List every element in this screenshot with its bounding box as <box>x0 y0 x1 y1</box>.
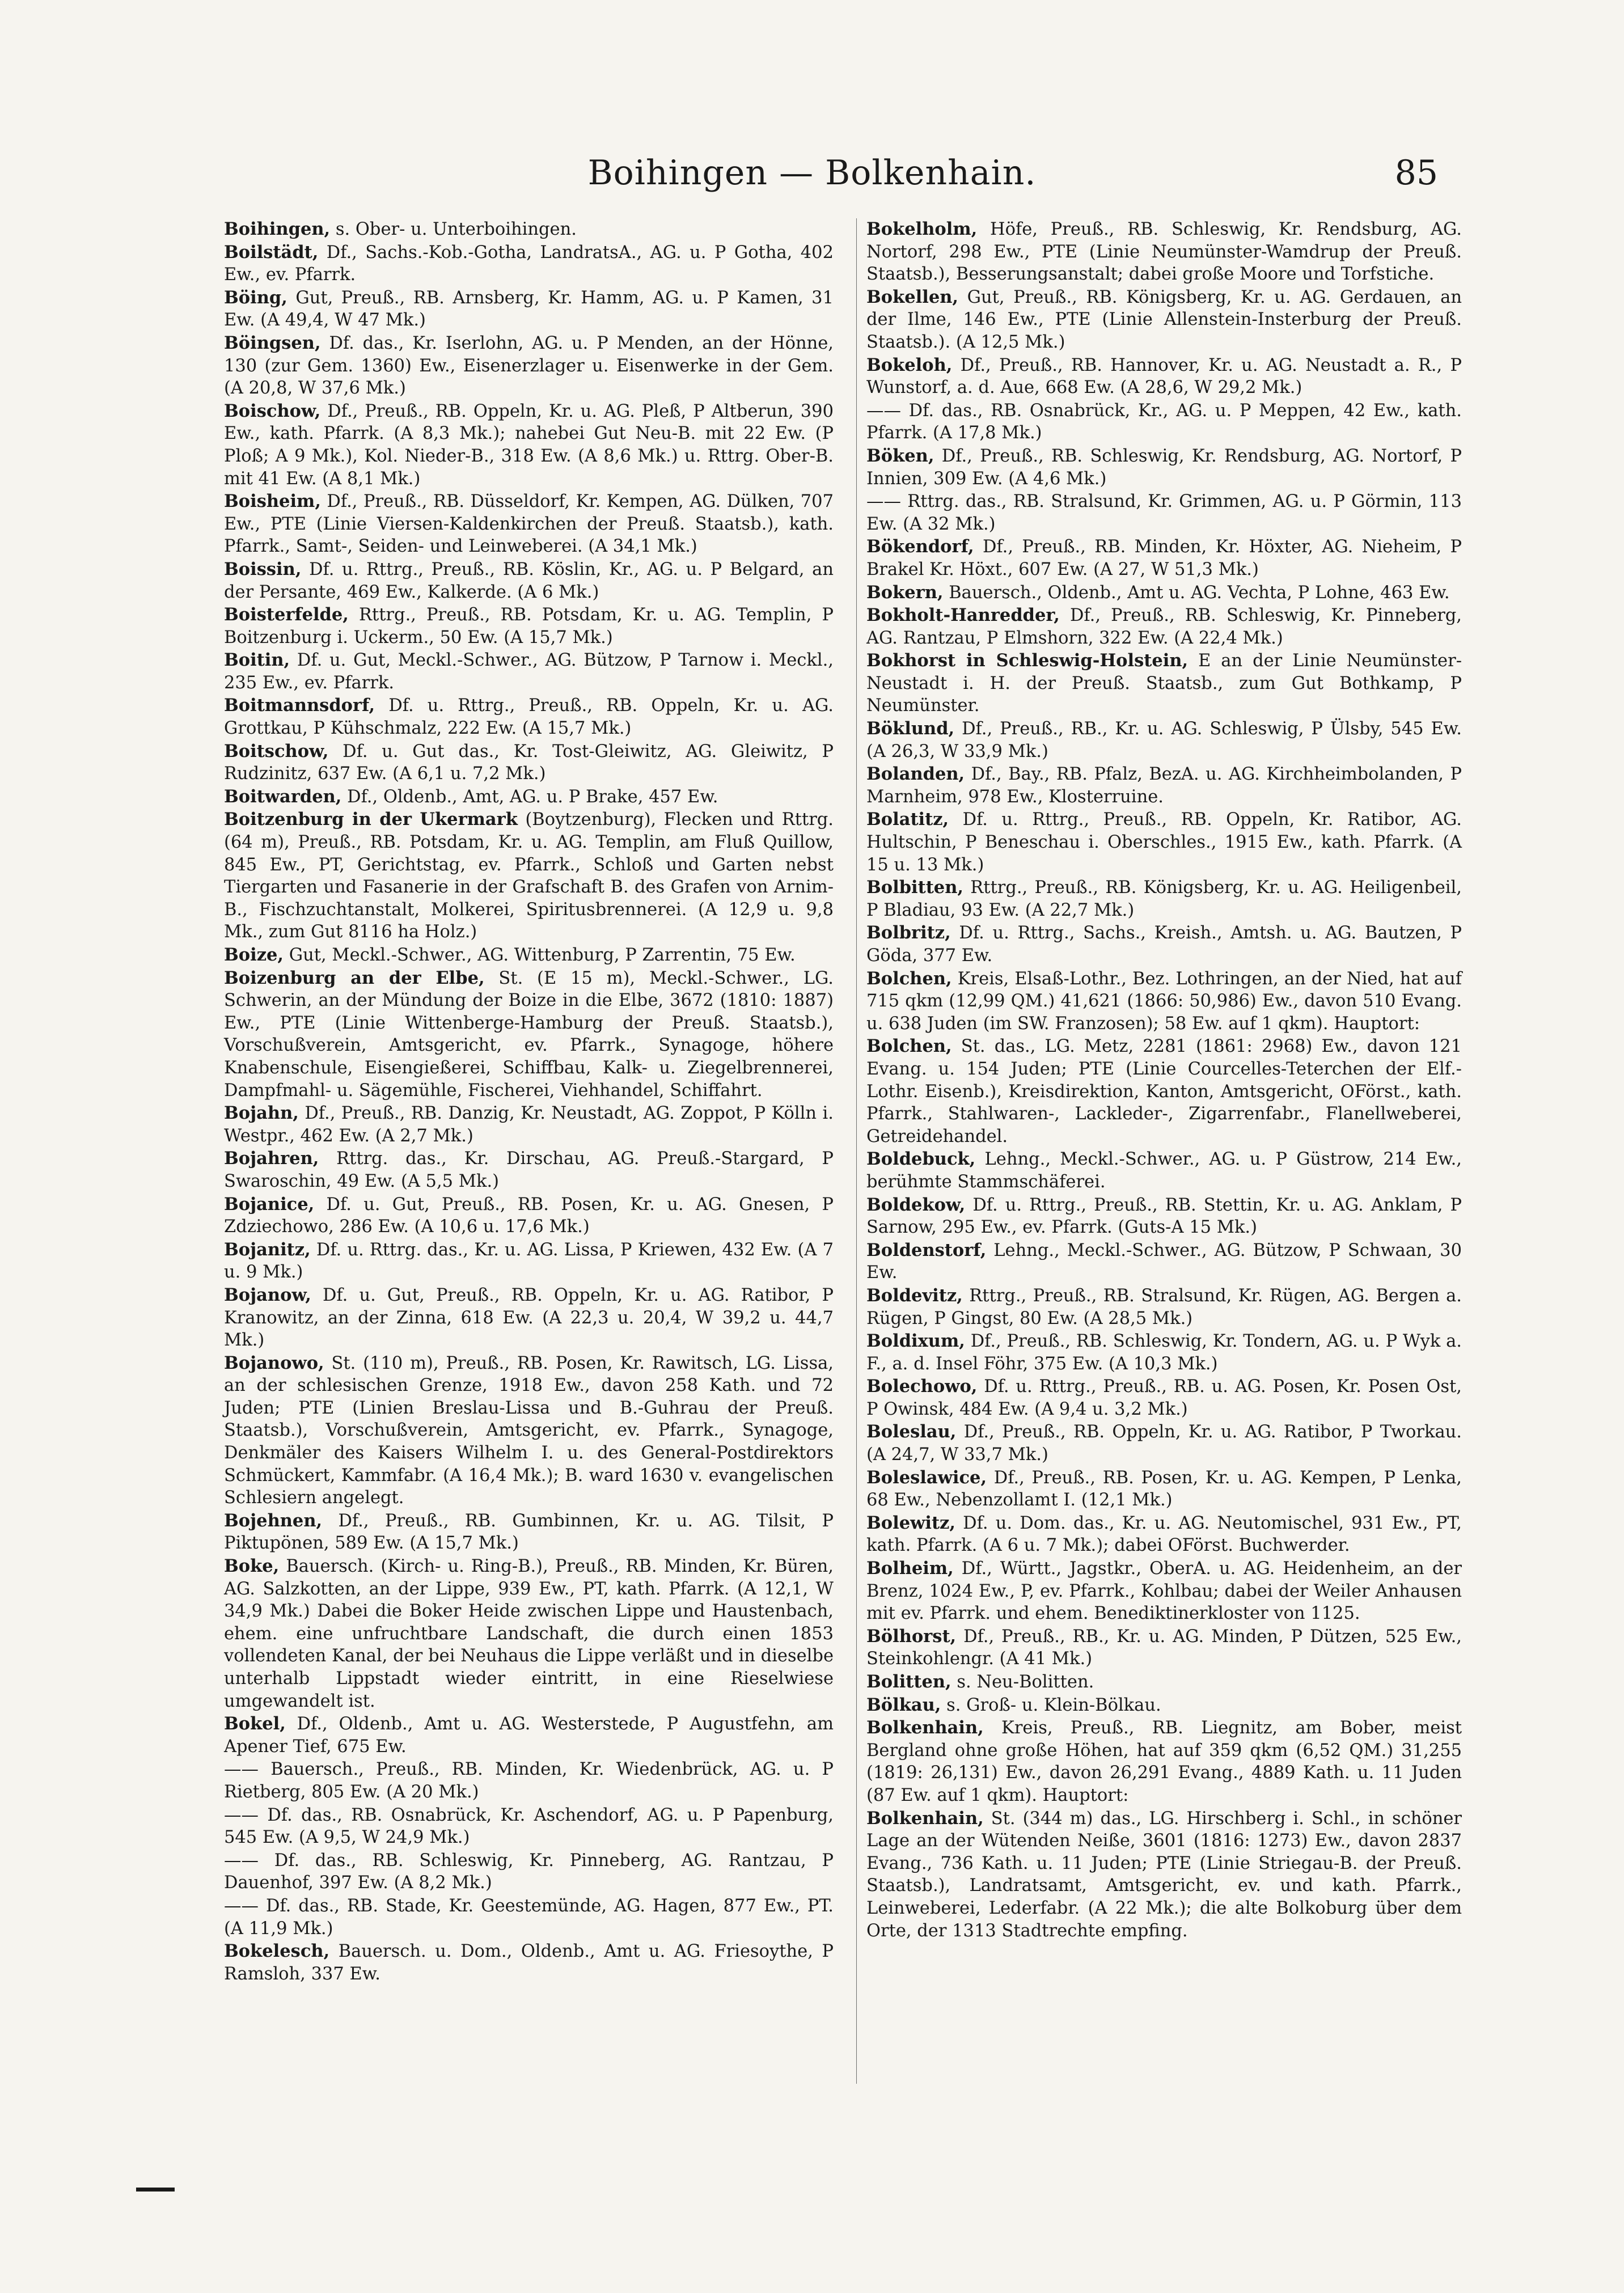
entry-text: (Boytzenburg), Flecken und Rttrg. (64 m), Preuß., RB. Potsdam, Kr. u. AG. Templin, am Fluß Quillow, 845 Ew., PT, Gerichtstag, ev. Pfarrk., Schloß und Garten nebst Tiergarten und Fasanerie in der Grafschaft B. des Grafen von Arnim-B., Fischzuchtanstalt, Molkerei, Spiritusbrennerei. (A 12,9 u. 9,8 Mk., zum Gut 8116 ha Holz.) <box>224 810 834 942</box>
entry-text: Df., Preuß., RB. Oppeln, Kr. u. AG. Pleß, P Altberun, 390 Ew., kath. Pfarrk. (A 8,3 Mk.); nahebei Gut Neu-B. mit 22 Ew. (P Ploß; A 9 Mk.), Kol. Nieder-B., 318 Ew. (A 8,6 Mk.) u. Rttrg. Ober-B. mit 41 Ew. (A 8,1 Mk.) <box>224 401 834 489</box>
dictionary-entry <box>224 604 834 649</box>
entry-headword: Bokhorst in Schleswig-Holstein, <box>866 650 1189 671</box>
entry-headword: Boisterfelde, <box>224 604 349 625</box>
dictionary-entry <box>866 490 1462 535</box>
entry-text: s. Ober- u. Unterboihingen. <box>330 219 577 239</box>
entry-text: Df., Preuß., RB. Minden, Kr. Höxter, AG. Nieheim, P Brakel Kr. Höxt., 607 Ew. (A 27, W 51,3 Mk.) <box>866 537 1462 579</box>
entry-headword: Bojanowo, <box>224 1352 324 1373</box>
dictionary-entry <box>224 332 834 400</box>
entry-text: Df. u. Rttrg., Preuß., RB. Oppeln, Kr. Ratibor, AG. Hultschin, P Beneschau i. Oberschles., 1915 Ew., kath. Pfarrk. (A 15 u. 13 Mk.) <box>866 810 1462 875</box>
entry-text: —— Df. das., RB. Osnabrück, Kr. Aschendorf, AG. u. P Papenburg, 545 Ew. (A 9,5, W 24,9 Mk.) <box>224 1805 834 1848</box>
entry-text: Df. u. Gut, Meckl.-Schwer., AG. Bützow, P Tarnow i. Meckl., 235 Ew., ev. Pfarrk. <box>224 650 834 693</box>
entry-headword: Bolatitz, <box>866 809 949 830</box>
entry-headword: Bojanice, <box>224 1194 315 1215</box>
page-header <box>0 153 1624 198</box>
entry-headword: Boisheim, <box>224 491 321 512</box>
entry-text: Bauersch., Oldenb., Amt u. AG. Vechta, P Lohne, 463 Ew. <box>943 582 1450 603</box>
dictionary-entry <box>866 354 1462 399</box>
dictionary-entry <box>866 1467 1462 1512</box>
dictionary-entry <box>224 287 834 332</box>
entry-headword: Bojehnen, <box>224 1510 323 1531</box>
dictionary-entry <box>866 1694 1462 1717</box>
entry-headword: Bolitten, <box>866 1672 951 1692</box>
entry-text: Df., Preuß., RB. Posen, Kr. u. AG. Kempen, P Lenka, 68 Ew., Nebenzollamt I. (12,1 Mk.) <box>866 1467 1462 1511</box>
running-title: Boihingen — Bolkenhain. <box>587 153 1037 193</box>
entry-headword: Boldenstorf, <box>866 1239 987 1260</box>
dictionary-entry <box>224 741 834 785</box>
dictionary-entry <box>866 1239 1462 1284</box>
entry-headword: Bokel, <box>224 1714 286 1734</box>
entry-headword: Boize, <box>224 945 284 965</box>
dictionary-entry <box>224 1239 834 1284</box>
entry-headword: Bojanitz, <box>224 1239 311 1260</box>
entry-headword: Boke, <box>224 1556 280 1577</box>
entry-headword: Boilstädt, <box>224 242 319 263</box>
entry-headword: Bokellen, <box>866 286 959 307</box>
entry-headword: Bölkau, <box>866 1694 941 1715</box>
entry-headword: Boleslau, <box>866 1422 957 1442</box>
dictionary-entry <box>224 967 834 1102</box>
dictionary-entry <box>866 445 1462 490</box>
entry-headword: Bolchen, <box>866 1036 952 1057</box>
entry-text: Rttrg. das., Kr. Dirschau, AG. Preuß.-Stargard, P Swaroschin, 49 Ew. (A 5,5 Mk.) <box>224 1149 834 1191</box>
dictionary-entry <box>866 1717 1462 1807</box>
entry-text: Rttrg., Preuß., RB. Stralsund, Kr. Rügen, AG. Bergen a. Rügen, P Gingst, 80 Ew. (A 28,5 Mk.) <box>866 1285 1462 1329</box>
entry-text: Df., Oldenb., Amt u. AG. Westerstede, P Augustfehn, am Apener Tief, 675 Ew. <box>224 1714 834 1757</box>
entry-text: Df., Preuß., RB. Oppeln, Kr. u. AG. Ratibor, P Tworkau. (A 24,7, W 33,7 Mk.) <box>866 1422 1462 1465</box>
dictionary-entry <box>866 809 1462 876</box>
dictionary-entry <box>224 1284 834 1352</box>
dictionary-entry <box>224 695 834 739</box>
entry-text: St. (110 m), Preuß., RB. Posen, Kr. Rawitsch, LG. Lissa, an der schlesischen Grenze, 1918 Ew., davon 258 Kath. und 72 Juden; PTE (Linien Breslau-Lissa und B.-Guhrau der Preuß. Staatsb.), Vorschußverein, Amtsgericht, ev. Pfarrk., Synagoge, Denkmäler des Kaisers Wilhelm I. u. des General-Postdirektors Schmückert, Kammfabr. (A 16,4 Mk.); B. ward 1630 v. evangelischen Schlesiern angelegt. <box>224 1353 834 1508</box>
dictionary-entry <box>866 1330 1462 1375</box>
entry-text: St. (E 15 m), Meckl.-Schwer., LG. Schwerin, an der Mündung der Boize in die Elbe, 3672 (1810: 1887) Ew., PTE (Linie Wittenberge-Hamburg der Preuß. Staatsb.), Vorschußverein, Amtsgericht, ev. Pfarrk., Synagoge, höhere Knabenschule, Eisengießerei, Schiffbau, Kalk- u. Ziegelbrennerei, Dampfmahl- u. Sägemühle, Fischerei, Viehhandel, Schiffahrt. <box>224 968 834 1101</box>
dictionary-entry <box>224 1102 834 1147</box>
entry-text: Rttrg., Preuß., RB. Königsberg, Kr. u. AG. Heiligenbeil, P Bladiau, 93 Ew. (A 22,7 Mk.) <box>866 878 1462 920</box>
entry-text: Df., Preuß., RB. Gumbinnen, Kr. u. AG. Tilsit, P Piktupönen, 589 Ew. (A 15,7 Mk.) <box>224 1511 834 1554</box>
entry-text: Df., Sachs.-Kob.-Gotha, LandratsA., AG. u. P Gotha, 402 Ew., ev. Pfarrk. <box>224 242 834 285</box>
dictionary-entry <box>224 1510 834 1555</box>
dictionary-entry <box>866 218 1462 286</box>
dictionary-entry <box>224 1758 834 1803</box>
entry-headword: Boissin, <box>224 559 302 579</box>
entry-headword: Böklund, <box>866 718 955 739</box>
entry-headword: Bokelholm, <box>866 219 978 239</box>
entry-text: Rttrg., Preuß., RB. Potsdam, Kr. u. AG. Templin, P Boitzenburg i. Uckerm., 50 Ew. (A 15,7 Mk.) <box>224 605 834 648</box>
entry-headword: Boitschow, <box>224 741 329 761</box>
left-column <box>224 218 834 1986</box>
entry-headword: Bokholt-Hanredder, <box>866 605 1060 626</box>
dictionary-entry <box>866 1194 1462 1239</box>
entry-headword: Boitwarden, <box>224 786 342 807</box>
entry-text: Kreis, Preuß., RB. Liegnitz, am Bober, meist Bergland ohne große Höhen, hat auf 359 qkm (6,52 QM.) 31,255 (1819: 26,131) Ew., davon 26,291 Evang., 4889 Kath. u. 11 Juden (87 Ew. auf 1 qkm). Hauptort: <box>866 1718 1462 1805</box>
right-column <box>866 218 1462 1943</box>
entry-headword: Bojahren, <box>224 1148 319 1169</box>
entry-headword: Boizenburg an der Elbe, <box>224 967 485 988</box>
entry-text: Df. u. Rttrg., Preuß., RB. Köslin, Kr., AG. u. P Belgard, an der Persante, 469 Ew., Kalkerde. (A 6 Mk.) <box>224 559 834 602</box>
dictionary-entry <box>866 536 1462 581</box>
entry-headword: Bojahn, <box>224 1103 299 1124</box>
entry-headword: Boldevitz, <box>866 1285 963 1306</box>
dictionary-entry <box>866 582 1462 604</box>
dictionary-entry <box>224 1713 834 1758</box>
entry-text: Bauersch. (Kirch- u. Ring-B.), Preuß., RB. Minden, Kr. Büren, AG. Salzkotten, an der Lippe, 939 Ew., PT, kath. Pfarrk. (A 12,1, W 34,9 Mk.) Dabei die Boker Heide zwischen Lippe und Haustenbach, ehem. eine unfruchtbare Landschaft, die durch einen 1853 vollendeten Kanal, der bei Neuhaus die Lippe verläßt und in dieselbe unterhalb Lippstadt wieder eintritt, in eine Rieselwiese umgewandelt ist. <box>224 1556 834 1711</box>
margin-mark <box>136 2188 175 2192</box>
entry-text: s. Neu-Bolitten. <box>951 1672 1094 1692</box>
dictionary-entry <box>224 490 834 558</box>
entry-text: Lehng., Meckl.-Schwer., AG. Bützow, P Schwaan, 30 Ew. <box>866 1240 1462 1283</box>
entry-text: —— Df. das., RB. Schleswig, Kr. Pinneberg, AG. Rantzau, P Dauenhof, 397 Ew. (A 8,2 Mk.) <box>224 1850 834 1893</box>
entry-headword: Boleslawice, <box>866 1467 987 1488</box>
entry-text: Bauersch. u. Dom., Oldenb., Amt u. AG. Friesoythe, P Ramsloh, 337 Ew. <box>224 1941 834 1984</box>
entry-text: Df., Württ., Jagstkr., OberA. u. AG. Heidenheim, an der Brenz, 1024 Ew., P, ev. Pfarrk., Kohlbau; dabei der Weiler Anhausen mit ev. Pfarrk. und ehem. Benediktinerkloster von 1125. <box>866 1559 1462 1624</box>
entry-text: Df. u. Gut, Preuß., RB. Oppeln, Kr. u. AG. Ratibor, P Kranowitz, an der Zinna, 618 Ew. (A 22,3 u. 20,4, W 39,2 u. 44,7 Mk.) <box>224 1285 834 1351</box>
entry-text: Df., Oldenb., Amt, AG. u. P Brake, 457 Ew. <box>341 786 718 807</box>
entry-text: Gut, Meckl.-Schwer., AG. Wittenburg, P Zarrentin, 75 Ew. <box>284 945 796 965</box>
dictionary-entry <box>866 286 1462 354</box>
entry-text: St. (344 m) das., LG. Hirschberg i. Schl., in schöner Lage an der Wütenden Neiße, 3601 (1816: 1273) Ew., davon 2837 Evang., 736 Kath. u. 11 Juden; PTE (Linie Striegau-B. der Preuß. Staatsb.), Landratsamt, Amtsgericht, ev. und kath. Pfarrk., Leinweberei, Lederfabr. (A 22 Mk.); die alte Bolkoburg über dem Orte, der 1313 Stadtrechte empfing. <box>866 1808 1462 1941</box>
entry-headword: Bölhorst, <box>866 1626 957 1647</box>
dictionary-entry <box>866 1671 1462 1694</box>
entry-text: —— Df. das., RB. Stade, Kr. Geestemünde, AG. Hagen, 877 Ew., PT. (A 11,9 Mk.) <box>224 1896 834 1939</box>
dictionary-entry <box>866 1558 1462 1625</box>
entry-headword: Bolechowo, <box>866 1376 978 1397</box>
entry-headword: Bokern, <box>866 582 944 603</box>
entry-text: —— Df. das., RB. Osnabrück, Kr., AG. u. P Meppen, 42 Ew., kath. Pfarrk. (A 17,8 Mk.) <box>866 400 1462 443</box>
entry-text: Df. u. Gut das., Kr. Tost-Gleiwitz, AG. Gleiwitz, P Rudzinitz, 637 Ew. (A 6,1 u. 7,2 Mk.) <box>224 741 834 784</box>
entry-text: Df., Preuß., RB., Kr. u. AG. Minden, P Dützen, 525 Ew., Steinkohlengr. (A 41 Mk.) <box>866 1626 1462 1669</box>
dictionary-entry <box>224 400 834 490</box>
entry-text: —— Rttrg. das., RB. Stralsund, Kr. Grimmen, AG. u. P Görmin, 113 Ew. (A 32 Mk.) <box>866 492 1462 534</box>
entry-text: Df. u. Dom. das., Kr. u. AG. Neutomischel, 931 Ew., PT, kath. Pfarrk. (A 6 u. 7 Mk.); dabei OFörst. Buchwerder. <box>866 1513 1462 1556</box>
entry-headword: Bojanow, <box>224 1284 311 1305</box>
entry-text: Df. u. Rttrg., Preuß., RB. u. AG. Posen, Kr. Posen Ost, P Owinsk, 484 Ew. (A 9,4 u. 3,2 Mk.) <box>866 1377 1462 1419</box>
page-number: 85 <box>1394 153 1438 193</box>
entry-headword: Boldixum, <box>866 1331 965 1352</box>
dictionary-entry <box>866 1035 1462 1148</box>
dictionary-entry <box>866 1285 1462 1330</box>
entry-text: Gut, Preuß., RB. Arnsberg, Kr. Hamm, AG. u. P Kamen, 31 Ew. (A 49,4, W 47 Mk.) <box>224 287 834 331</box>
dictionary-entry <box>866 718 1462 763</box>
entry-headword: Böken, <box>866 445 934 466</box>
dictionary-entry <box>866 1148 1462 1193</box>
entry-headword: Bökendorf, <box>866 536 974 557</box>
entry-headword: Boihingen, <box>224 219 331 239</box>
entry-text: Df. u. Gut, Preuß., RB. Posen, Kr. u. AG. Gnesen, P Zdziechowo, 286 Ew. (A 10,6 u. 17,6 Mk.) <box>224 1194 834 1237</box>
dictionary-entry <box>866 604 1462 649</box>
dictionary-entry <box>866 1808 1462 1943</box>
entry-headword: Bolkenhain, <box>866 1717 984 1738</box>
entry-headword: Bolbitten, <box>866 877 963 898</box>
dictionary-entry <box>224 786 834 809</box>
entry-text: E an der Linie Neumünster-Neustadt i. H. der Preuß. Staatsb., zum Gut Bothkamp, P Neumünster. <box>866 651 1462 716</box>
dictionary-entry <box>866 1626 1462 1670</box>
entry-headword: Bolheim, <box>866 1558 954 1579</box>
entry-text: Df. u. Rttrg., Preuß., RB. Oppeln, Kr. u. AG. Grottkau, P Kühschmalz, 222 Ew. (A 15,7 Mk.) <box>224 696 834 739</box>
entry-headword: Bolbritz, <box>866 923 951 944</box>
entry-headword: Boitmannsdorf, <box>224 695 375 716</box>
column-divider <box>856 218 857 2084</box>
entry-headword: Boitin, <box>224 650 290 671</box>
dictionary-entry <box>224 1148 834 1192</box>
dictionary-entry <box>866 968 1462 1035</box>
entry-headword: Boldekow, <box>866 1194 966 1215</box>
entry-text: Df., Preuß., RB. Hannover, Kr. u. AG. Neustadt a. R., P Wunstorf, a. d. Aue, 668 Ew. (A 28,6, W 29,2 Mk.) <box>866 355 1462 398</box>
dictionary-entry <box>224 944 834 967</box>
entry-headword: Bolanden, <box>866 764 965 785</box>
entry-text: Df. u. Rttrg. das., Kr. u. AG. Lissa, P Kriewen, 432 Ew. (A 7 u. 9 Mk.) <box>224 1239 834 1283</box>
dictionary-entry <box>224 809 834 944</box>
dictionary-entry <box>866 922 1462 967</box>
dictionary-entry <box>224 1850 834 1894</box>
entry-text: Höfe, Preuß., RB. Schleswig, Kr. Rendsburg, AG. Nortorf, 298 Ew., PTE (Linie Neumünster-Wamdrup der Preuß. Staatsb.), Besserungsanstalt; dabei große Moore und Torfstiche. <box>866 219 1462 285</box>
entry-headword: Bokeloh, <box>866 354 953 375</box>
dictionary-entry <box>224 1352 834 1509</box>
dictionary-entry <box>224 1940 834 1985</box>
entry-text: Df. das., Kr. Iserlohn, AG. u. P Menden, an der Hönne, 130 (zur Gem. 1360) Ew., Eisenerzlager u. Eisenwerke in der Gem. (A 20,8, W 37,6 Mk.) <box>224 333 834 399</box>
entry-text: Df., Preuß., RB. Danzig, Kr. Neustadt, AG. Zoppot, P Kölln i. Westpr., 462 Ew. (A 2,7 Mk.) <box>224 1103 834 1146</box>
dictionary-entry <box>866 877 1462 921</box>
entry-text: Df., Bay., RB. Pfalz, BezA. u. AG. Kirchheimbolanden, P Marnheim, 978 Ew., Klosterruine. <box>866 764 1462 807</box>
entry-text: Lehng., Meckl.-Schwer., AG. u. P Güstrow, 214 Ew., berühmte Stammschäferei. <box>866 1149 1462 1192</box>
entry-text: Df., Preuß., RB. Schleswig, Kr. Rendsburg, AG. Nortorf, P Innien, 309 Ew. (A 4,6 Mk.) <box>866 446 1462 489</box>
entry-text: Df. u. Rttrg., Sachs., Kreish., Amtsh. u. AG. Bautzen, P Göda, 377 Ew. <box>866 923 1462 966</box>
dictionary-entry <box>224 1555 834 1712</box>
entry-headword: Boitzenburg in der Ukermark <box>224 809 518 830</box>
entry-text: Df., Preuß., RB. Düsseldorf, Kr. Kempen, AG. Dülken, 707 Ew., PTE (Linie Viersen-Kaldenkirchen der Preuß. Staatsb.), kath. Pfarrk., Samt-, Seiden- und Leinweberei. (A 34,1 Mk.) <box>224 492 834 557</box>
entry-text: s. Groß- u. Klein-Bölkau. <box>941 1695 1161 1715</box>
entry-text: Gut, Preuß., RB. Königsberg, Kr. u. AG. Gerdauen, an der Ilme, 146 Ew., PTE (Linie Allenstein-Insterburg der Preuß. Staatsb.). (A 12,5 Mk.) <box>866 287 1462 352</box>
entry-text: St. das., LG. Metz, 2281 (1861: 2968) Ew., davon 121 Evang. u. 154 Juden; PTE (Linie Courcelles-Teterchen der Elf.-Lothr. Eisenb.), Kreisdirektion, Kanton, Amtsgericht, OFörst., kath. Pfarrk., Stahlwaren-, Lackleder-, Zigarrenfabr., Flanellweberei, Getreidehandel. <box>866 1036 1462 1146</box>
dictionary-entry <box>224 242 834 286</box>
dictionary-entry <box>866 650 1462 717</box>
entry-headword: Boischow, <box>224 400 321 421</box>
dictionary-entry <box>866 400 1462 445</box>
entry-headword: Bokelesch, <box>224 1941 330 1962</box>
dictionary-entry <box>224 1895 834 1940</box>
dictionary-entry <box>224 1194 834 1238</box>
entry-text: Df., Preuß., RB. Schleswig, Kr. Pinneberg, AG. Rantzau, P Elmshorn, 322 Ew. (A 22,4 Mk.) <box>866 606 1462 648</box>
entry-text: Df. u. Rttrg., Preuß., RB. Stettin, Kr. u. AG. Anklam, P Sarnow, 295 Ew., ev. Pfarrk. (Guts-A 15 Mk.) <box>866 1195 1462 1238</box>
entry-text: Df., Preuß., RB., Kr. u. AG. Schleswig, P Ülsby, 545 Ew. (A 26,3, W 33,9 Mk.) <box>866 719 1462 761</box>
dictionary-entry <box>224 649 834 694</box>
dictionary-entry <box>866 1421 1462 1466</box>
entry-text: Df., Preuß., RB. Schleswig, Kr. Tondern, AG. u. P Wyk a. F., a. d. Insel Föhr, 375 Ew. (A 10,3 Mk.) <box>866 1331 1462 1374</box>
entry-headword: Bolkenhain, <box>866 1808 984 1829</box>
dictionary-entry <box>224 559 834 603</box>
entry-headword: Bolchen, <box>866 968 952 989</box>
entry-headword: Boldebuck, <box>866 1149 976 1170</box>
dictionary-entry <box>224 1804 834 1849</box>
entry-text: —— Bauersch., Preuß., RB. Minden, Kr. Wiedenbrück, AG. u. P Rietberg, 805 Ew. (A 20 Mk.) <box>224 1759 834 1802</box>
dictionary-entry <box>866 763 1462 808</box>
dictionary-entry <box>866 1512 1462 1557</box>
entry-text: Kreis, Elsaß-Lothr., Bez. Lothringen, an der Nied, hat auf 715 qkm (12,99 QM.) 41,621 (1866: 50,986) Ew., davon 510 Evang. u. 638 Juden (im SW. Franzosen); 58 Ew. auf 1 qkm). Hauptort: <box>866 968 1462 1034</box>
dictionary-entry <box>224 218 834 241</box>
entry-headword: Bolewitz, <box>866 1512 955 1533</box>
entry-headword: Böingsen, <box>224 332 321 353</box>
dictionary-entry <box>866 1376 1462 1420</box>
entry-headword: Böing, <box>224 287 287 308</box>
